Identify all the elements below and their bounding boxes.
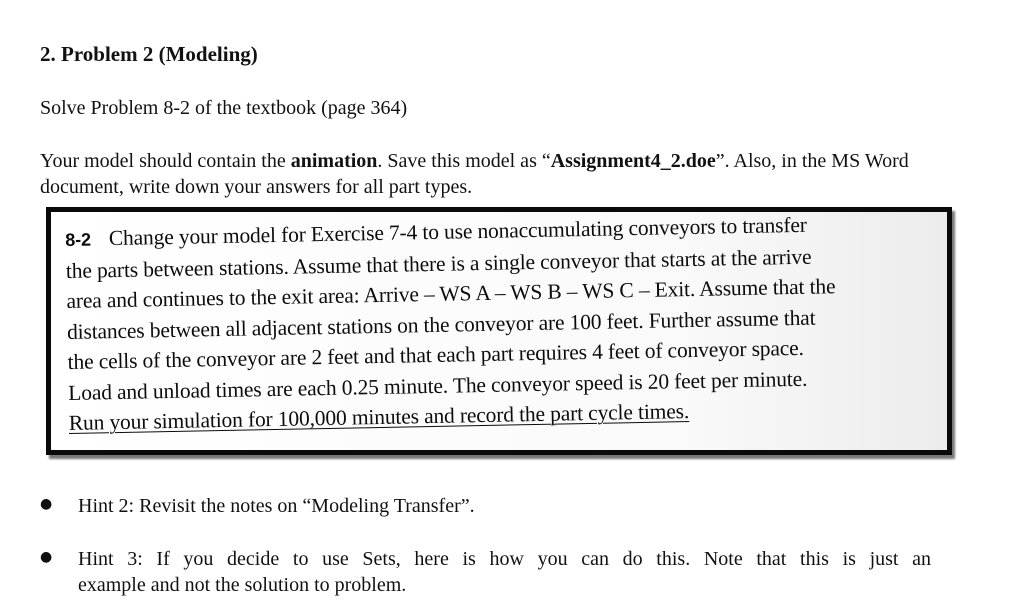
problem-heading: 2. Problem 2 (Modeling) xyxy=(40,42,258,66)
requirement-bold-filename: Assignment4_2.doe xyxy=(550,150,716,172)
requirement-text-1: Your model should contain the xyxy=(40,150,291,172)
bullet-icon: ● xyxy=(40,549,53,565)
scanned-line-text: Change your model for Exercise 7-4 to use nonaccumulating conveyors to transfer xyxy=(108,212,807,251)
hint-line: Hint 2: Revisit the notes on “Modeling Transfer”. xyxy=(78,495,475,517)
scanned-problem-text xyxy=(65,207,941,438)
scanned-line: distances between all adjacent stations on the conveyor are 100 feet. Further assume that xyxy=(66,305,816,344)
scanned-line: the cells of the conveyor are 2 feet and that each part requires 4 feet of conveyor space. xyxy=(67,335,805,374)
scanned-line: the parts between stations. Assume that there is a single conveyor that starts at the arrive xyxy=(65,244,812,283)
hint-text xyxy=(78,546,931,598)
scanned-line: Run your simulation for 100,000 minutes and record the part cycle times. xyxy=(68,399,690,435)
hint-text xyxy=(78,493,931,519)
scanned-problem-box xyxy=(46,207,952,455)
requirement-text-3: ”. Also, in the MS Word document, write down your answers for all part types. xyxy=(40,150,909,198)
instruction-paragraph: Solve Problem 8-2 of the textbook (page 364) xyxy=(40,97,408,119)
scanned-line: Load and unload times are each 0.25 minute. The conveyor speed is 20 feet per minute. xyxy=(68,366,808,405)
hint-line: example and not the solution to problem. xyxy=(78,574,407,596)
bullet-icon: ● xyxy=(40,496,53,512)
requirement-bold-animation: animation xyxy=(290,150,378,172)
problem-number: 8-2 xyxy=(65,229,92,250)
requirement-text-2: . Save this model as “ xyxy=(377,150,551,172)
hint-line: Hint 3: If you decide to use Sets, here is how you can do this. Note that this is just an xyxy=(78,548,931,570)
requirement-paragraph xyxy=(40,148,940,200)
scanned-line: area and continues to the exit area: Arrive – WS A – WS B – WS C – Exit. Assume that the xyxy=(66,274,836,313)
